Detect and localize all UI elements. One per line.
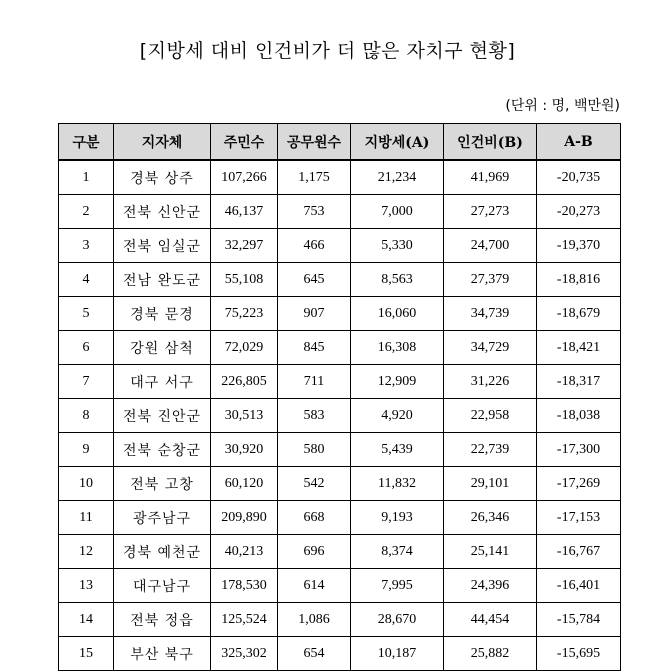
table-row: [59, 569, 621, 603]
table-cell: 1,086: [278, 603, 351, 637]
header-cell: 공무원수: [278, 124, 351, 161]
table-cell: 34,729: [444, 331, 537, 365]
table-cell: 4,920: [351, 399, 444, 433]
table-cell: 25,882: [444, 637, 537, 671]
table-cell: 29,101: [444, 467, 537, 501]
table-cell: 580: [278, 433, 351, 467]
table-cell: 21,234: [351, 160, 444, 195]
table-cell: 107,266: [211, 160, 278, 195]
table-cell: 8,563: [351, 263, 444, 297]
table-cell: 11: [59, 501, 114, 535]
table-row: [59, 637, 621, 671]
table-cell: 7,000: [351, 195, 444, 229]
table-cell: -18,679: [537, 297, 621, 331]
table-cell: 645: [278, 263, 351, 297]
table-cell: -20,735: [537, 160, 621, 195]
document-title: [지방세 대비 인건비가 더 많은 자치구 현황]: [139, 40, 516, 62]
table-row: [59, 365, 621, 399]
region-cell: 전북 고창: [114, 467, 211, 501]
table-cell: 2: [59, 195, 114, 229]
table-cell: 30,513: [211, 399, 278, 433]
region-cell: 대구 서구: [114, 365, 211, 399]
table-cell: -15,695: [537, 637, 621, 671]
header-cell: 구분: [59, 124, 114, 161]
region-cell: 전남 완도군: [114, 263, 211, 297]
table-cell: 72,029: [211, 331, 278, 365]
table-cell: 60,120: [211, 467, 278, 501]
table-cell: -15,784: [537, 603, 621, 637]
table-cell: 542: [278, 467, 351, 501]
table-cell: -18,421: [537, 331, 621, 365]
region-cell: 전북 신안군: [114, 195, 211, 229]
table-row: [59, 399, 621, 433]
header-cell: A-B: [537, 124, 621, 161]
table-cell: 30,920: [211, 433, 278, 467]
table-cell: 10,187: [351, 637, 444, 671]
table-row: [59, 501, 621, 535]
table-cell: 8: [59, 399, 114, 433]
table-cell: 16,060: [351, 297, 444, 331]
table-row: [59, 297, 621, 331]
table-row: [59, 433, 621, 467]
table-row: [59, 229, 621, 263]
table-cell: 31,226: [444, 365, 537, 399]
table-cell: -16,401: [537, 569, 621, 603]
table-cell: -18,038: [537, 399, 621, 433]
table-cell: 41,969: [444, 160, 537, 195]
table-cell: 13: [59, 569, 114, 603]
table-cell: -19,370: [537, 229, 621, 263]
table-cell: 10: [59, 467, 114, 501]
table-cell: 5: [59, 297, 114, 331]
table-cell: 614: [278, 569, 351, 603]
table-cell: 44,454: [444, 603, 537, 637]
table-cell: 4: [59, 263, 114, 297]
table-cell: 226,805: [211, 365, 278, 399]
table-cell: 26,346: [444, 501, 537, 535]
data-table: [58, 123, 621, 671]
table-cell: 7: [59, 365, 114, 399]
region-cell: 전북 정읍: [114, 603, 211, 637]
table-cell: 9: [59, 433, 114, 467]
table-cell: 22,739: [444, 433, 537, 467]
header-cell: 인건비(B): [444, 124, 537, 161]
table-cell: 1,175: [278, 160, 351, 195]
header-cell: 주민수: [211, 124, 278, 161]
region-cell: 광주남구: [114, 501, 211, 535]
table-cell: -18,816: [537, 263, 621, 297]
table-cell: 7,995: [351, 569, 444, 603]
table-cell: 6: [59, 331, 114, 365]
table-cell: 178,530: [211, 569, 278, 603]
region-cell: 부산 북구: [114, 637, 211, 671]
table-cell: 24,700: [444, 229, 537, 263]
header-cell: 지자체: [114, 124, 211, 161]
table-row: [59, 603, 621, 637]
table-cell: 32,297: [211, 229, 278, 263]
table-cell: 14: [59, 603, 114, 637]
table-cell: 5,330: [351, 229, 444, 263]
table-row: [59, 263, 621, 297]
table-cell: 583: [278, 399, 351, 433]
region-cell: 경북 상주: [114, 160, 211, 195]
table-cell: 654: [278, 637, 351, 671]
table-cell: 696: [278, 535, 351, 569]
table-cell: 668: [278, 501, 351, 535]
table-cell: 75,223: [211, 297, 278, 331]
table-cell: 8,374: [351, 535, 444, 569]
table-cell: 15: [59, 637, 114, 671]
table-cell: -17,269: [537, 467, 621, 501]
table-cell: 711: [278, 365, 351, 399]
table-cell: 12: [59, 535, 114, 569]
table-row: [59, 195, 621, 229]
table-cell: 845: [278, 331, 351, 365]
table-header-row: [59, 124, 621, 161]
table-cell: 40,213: [211, 535, 278, 569]
table-cell: 22,958: [444, 399, 537, 433]
table-row: [59, 535, 621, 569]
table-cell: 209,890: [211, 501, 278, 535]
table-row: [59, 160, 621, 195]
table-cell: 46,137: [211, 195, 278, 229]
table-cell: 27,379: [444, 263, 537, 297]
table-row: [59, 331, 621, 365]
table-cell: 1: [59, 160, 114, 195]
table-cell: 12,909: [351, 365, 444, 399]
region-cell: 전북 진안군: [114, 399, 211, 433]
table-cell: -20,273: [537, 195, 621, 229]
header-cell: 지방세(A): [351, 124, 444, 161]
table-cell: 55,108: [211, 263, 278, 297]
table-cell: 325,302: [211, 637, 278, 671]
table-cell: 5,439: [351, 433, 444, 467]
table-cell: -16,767: [537, 535, 621, 569]
table-cell: 466: [278, 229, 351, 263]
table-cell: 11,832: [351, 467, 444, 501]
table-cell: -17,153: [537, 501, 621, 535]
table-cell: 28,670: [351, 603, 444, 637]
table-cell: 24,396: [444, 569, 537, 603]
table-cell: 16,308: [351, 331, 444, 365]
region-cell: 전북 임실군: [114, 229, 211, 263]
table-cell: 753: [278, 195, 351, 229]
table-cell: 25,141: [444, 535, 537, 569]
table-cell: 27,273: [444, 195, 537, 229]
table-cell: -18,317: [537, 365, 621, 399]
table-cell: 34,739: [444, 297, 537, 331]
table-cell: 907: [278, 297, 351, 331]
table-cell: -17,300: [537, 433, 621, 467]
unit-note: (단위 : 명, 백만원): [505, 98, 620, 114]
table-cell: 125,524: [211, 603, 278, 637]
table-cell: 9,193: [351, 501, 444, 535]
region-cell: 전북 순창군: [114, 433, 211, 467]
region-cell: 대구남구: [114, 569, 211, 603]
region-cell: 강원 삼척: [114, 331, 211, 365]
table-cell: 3: [59, 229, 114, 263]
region-cell: 경북 문경: [114, 297, 211, 331]
region-cell: 경북 예천군: [114, 535, 211, 569]
table-row: [59, 467, 621, 501]
